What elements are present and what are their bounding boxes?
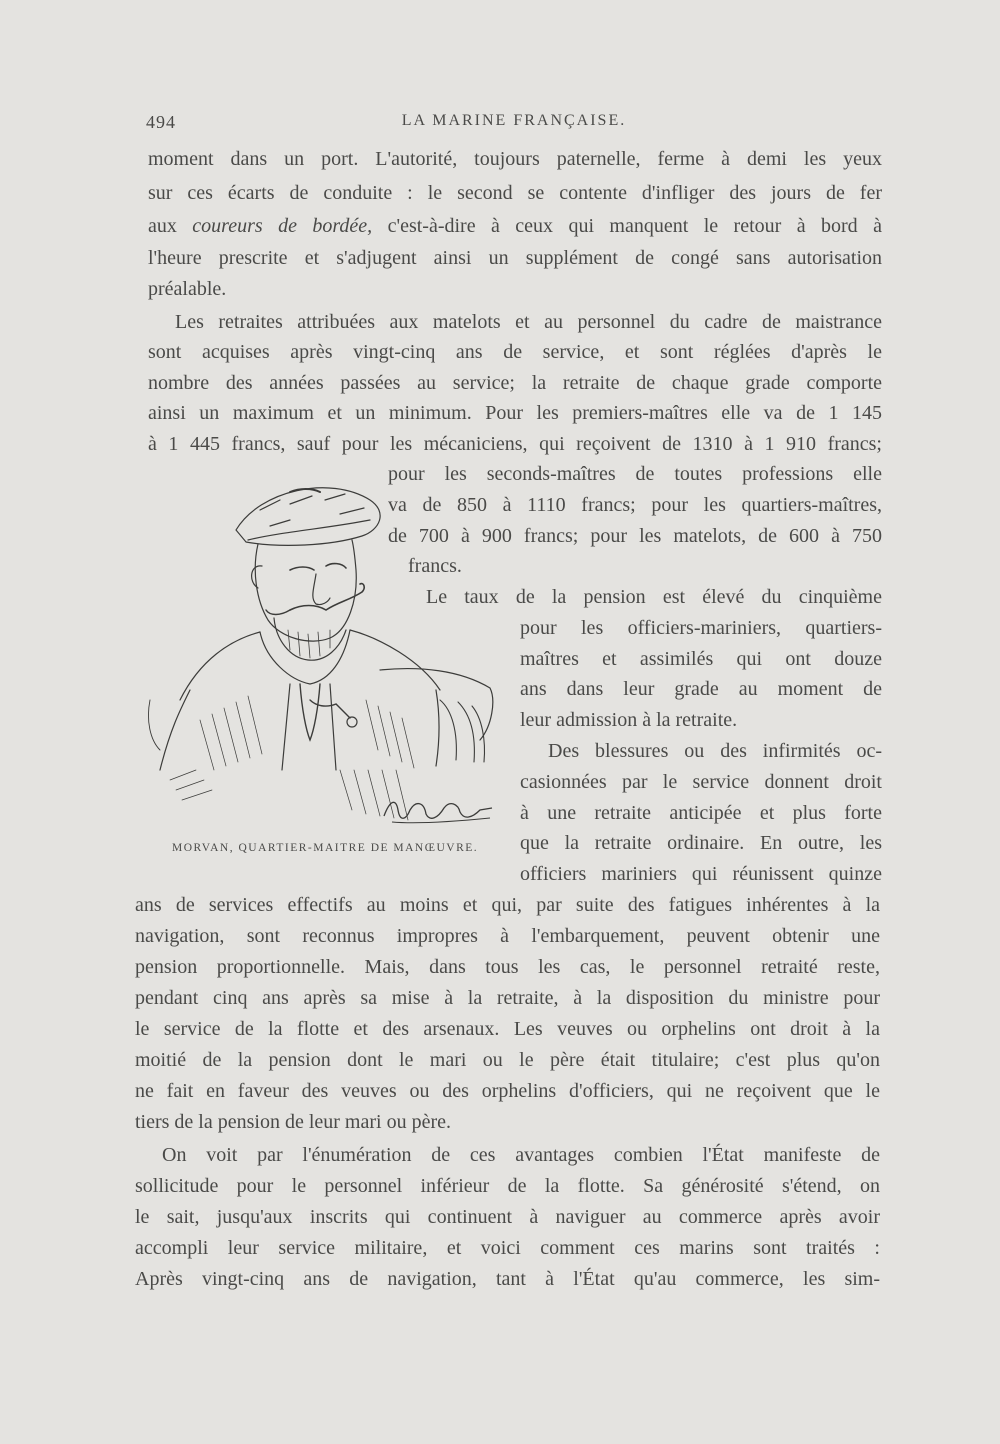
running-title: LA MARINE FRANÇAISE.	[401, 112, 627, 129]
text-line: l'heure prescrite et s'adjugent ainsi un supplément de congé sans autorisation	[148, 247, 882, 269]
text-line: préalable.	[148, 278, 227, 300]
text-line: va de 850 à 1110 francs; pour les quartiers-maîtres,	[388, 494, 882, 516]
text-line: Des blessures ou des infirmités oc-	[548, 740, 882, 762]
text-segment: c'est-à-dire à ceux qui manquent le retour à bord à	[372, 215, 882, 237]
figure-caption: MORVAN, QUARTIER-MAITRE DE MANŒUVRE.	[172, 842, 479, 854]
text-line: pour les officiers-mariniers, quartiers-	[520, 617, 882, 639]
text-line: ans de services effectifs au moins et qui, par suite des fatigues inhérentes à la	[135, 894, 880, 916]
text-line: navigation, sont reconnus impropres à l'embarquement, peuvent obtenir une	[135, 925, 880, 947]
text-line: à 1 445 francs, sauf pour les mécaniciens, qui reçoivent de 1310 à 1 910 francs;	[148, 433, 882, 455]
text-line: pension proportionnelle. Mais, dans tous les cas, le personnel retraité reste,	[135, 956, 880, 978]
text-line: Le taux de la pension est élevé du cinquième	[426, 586, 882, 608]
text-line: ne fait en faveur des veuves ou des orphelins d'officiers, qui ne reçoivent que le	[135, 1080, 880, 1102]
text-line: francs.	[408, 555, 462, 577]
text-segment: aux	[148, 215, 193, 237]
text-line: leur admission à la retraite.	[520, 709, 738, 731]
text-line: officiers mariniers qui réunissent quinze	[520, 863, 882, 885]
text-line: maîtres et assimilés qui ont douze	[520, 648, 882, 670]
text-line: Les retraites attribuées aux matelots et au personnel du cadre de maistrance	[175, 311, 882, 333]
text-line: tiers de la pension de leur mari ou père.	[135, 1111, 451, 1133]
text-line: sur ces écarts de conduite : le second se contente d'infliger des jours de fer	[148, 182, 882, 204]
text-line: accompli leur service militaire, et voici comment ces marins sont traités :	[135, 1237, 880, 1259]
text-line: moment dans un port. L'autorité, toujours paternelle, ferme à demi les yeux	[148, 148, 882, 170]
running-header	[146, 112, 882, 138]
text-line: Après vingt-cinq ans de navigation, tant à l'État qu'au commerce, les sim-	[135, 1268, 880, 1290]
text-line: ans dans leur grade au moment de	[520, 678, 882, 700]
text-line: pendant cinq ans après sa mise à la retraite, à la disposition du ministre pour	[135, 987, 880, 1009]
italic-term: coureurs de bordée,	[192, 215, 373, 237]
text-line: le sait, jusqu'aux inscrits qui continuent à naviguer au commerce après avoir	[135, 1206, 880, 1228]
text-line: sollicitude pour le personnel inférieur de la flotte. Sa générosité s'étend, on	[135, 1175, 880, 1197]
text-line: casionnées par le service donnent droit	[520, 771, 882, 793]
page-number: 494	[146, 112, 176, 132]
text-line: ainsi un maximum et un minimum. Pour les premiers-maîtres elle va de 1 145	[148, 402, 882, 424]
text-line: à une retraite anticipée et plus forte	[520, 802, 882, 824]
text-line: le service de la flotte et des arsenaux. Les veuves ou orphelins ont droit à la	[135, 1018, 880, 1040]
text-line: de 700 à 900 francs; pour les matelots, de 600 à 750	[388, 525, 882, 547]
text-line: nombre des années passées au service; la retraite de chaque grade comporte	[148, 372, 882, 394]
artist-signature	[384, 802, 492, 822]
text-line: On voit par l'énumération de ces avantages combien l'État manifeste de	[162, 1144, 880, 1166]
text-line: moitié de la pension dont le mari ou le père était titulaire; c'est plus qu'on	[135, 1049, 880, 1071]
text-line: sont acquises après vingt-cinq ans de service, et sont réglées d'après le	[148, 341, 882, 363]
sailor-portrait-engraving	[140, 470, 500, 840]
text-line-mixed	[148, 211, 882, 241]
text-line: que la retraite ordinaire. En outre, les	[520, 832, 882, 854]
text-line: pour les seconds-maîtres de toutes professions elle	[388, 463, 882, 485]
